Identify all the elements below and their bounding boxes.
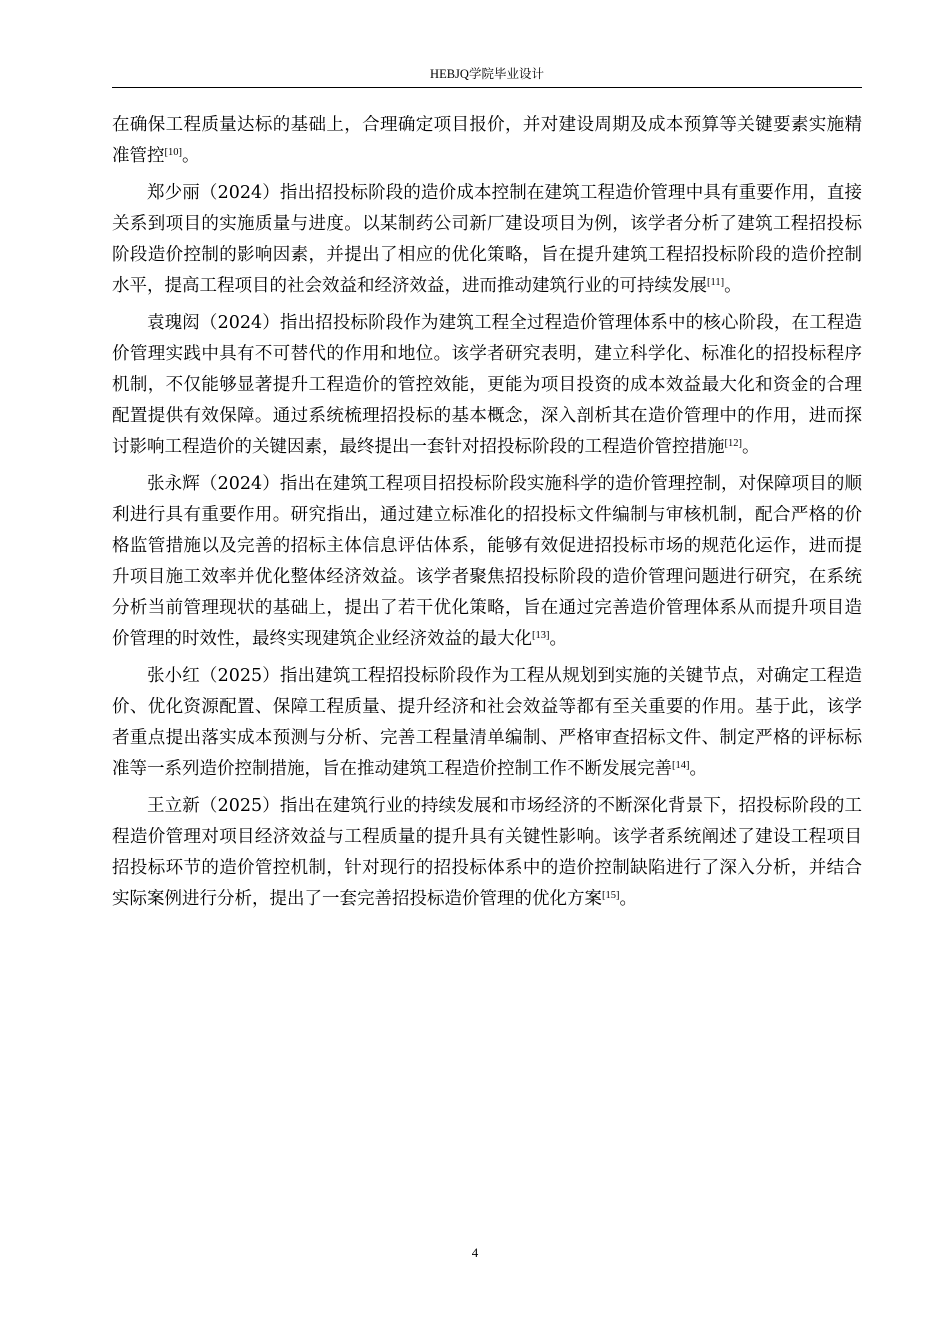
citation-ref: [15] (602, 890, 620, 901)
citation-ref: [10] (164, 147, 182, 158)
paragraph-continuation (112, 110, 862, 172)
paragraph-yuan (112, 308, 862, 463)
paragraph-text: 王立新（2025）指出在建筑行业的持续发展和市场经济的不断深化背景下，招投标阶段的工程造价管理对项目经济效益与工程质量的提升具有关键性影响。该学者系统阐述了建设工程项目招投标环节的造价管控机制，针对现行的招投标体系中的造价控制缺陷进行了深入分析，并结合实际案例进行分析，提出了一套完善招投标造价管理的优化方案 (112, 796, 862, 909)
paragraph-text: 袁瑰闳（2024）指出招投标阶段作为建筑工程全过程造价管理体系中的核心阶段，在工程造价管理实践中具有不可替代的作用和地位。该学者研究表明，建立科学化、标准化的招投标程序机制，不仅能够显著提升工程造价的管控效能，更能为项目投资的成本效益最大化和资金的合理配置提供有效保障。通过系统梳理招投标的基本概念，深入剖析其在造价管理中的作用，进而探讨影响工程造价的关键因素，最终提出一套针对招投标阶段的工程造价管控措施 (112, 313, 862, 457)
main-content (112, 110, 862, 921)
paragraph-tail: 。 (182, 146, 200, 166)
citation-ref: [11] (707, 277, 725, 288)
paragraph-text: 张小红（2025）指出建筑工程招投标阶段作为工程从规划到实施的关键节点，对确定工程造价、优化资源配置、保障工程质量、提升经济和社会效益等都有至关重要的作用。基于此，该学者重点提出落实成本预测与分析、完善工程量清单编制、严格审查招标文件、制定严格的评标标准等一系列造价控制措施，旨在推动建筑工程造价控制工作不断发展完善 (112, 666, 862, 779)
paragraph-text: 在确保工程质量达标的基础上，合理确定项目报价，并对建设周期及成本预算等关键要素实施精准管控 (112, 115, 862, 166)
paragraph-zheng (112, 178, 862, 302)
paragraph-wang (112, 791, 862, 915)
paragraph-text: 张永辉（2024）指出在建筑工程项目招投标阶段实施科学的造价管理控制，对保障项目的顺利进行具有重要作用。研究指出，通过建立标准化的招投标文件编制与审核机制，配合严格的价格监管措施以及完善的招标主体信息评估体系，能够有效促进招投标市场的规范化运作，进而提升项目施工效率并优化整体经济效益。该学者聚焦招投标阶段的造价管理问题进行研究，在系统分析当前管理现状的基础上，提出了若干优化策略，旨在通过完善造价管理体系从而提升项目造价管理的时效性，最终实现建筑企业经济效益的最大化 (112, 474, 862, 649)
paragraph-tail: 。 (689, 759, 707, 779)
paragraph-zhang-xiaohong (112, 661, 862, 785)
paragraph-tail: 。 (549, 629, 567, 649)
paragraph-zhang-yonghui (112, 469, 862, 655)
citation-ref: [14] (672, 760, 690, 771)
citation-ref: [12] (724, 438, 742, 449)
page-header-title: HEBJQ学院毕业设计 (430, 67, 544, 81)
header-rule (112, 87, 862, 88)
page-number: 4 (471, 1245, 479, 1260)
paragraph-tail: 。 (742, 437, 760, 457)
paragraph-text: 郑少丽（2024）指出招投标阶段的造价成本控制在建筑工程造价管理中具有重要作用，直接关系到项目的实施质量与进度。以某制药公司新厂建设项目为例，该学者分析了建筑工程招投标阶段造价控制的影响因素，并提出了相应的优化策略，旨在提升建筑工程招投标阶段的造价控制水平，提高工程项目的社会效益和经济效益，进而推动建筑行业的可持续发展 (112, 183, 862, 296)
paragraph-tail: 。 (619, 889, 637, 909)
paragraph-tail: 。 (724, 276, 742, 296)
citation-ref: [13] (532, 630, 550, 641)
